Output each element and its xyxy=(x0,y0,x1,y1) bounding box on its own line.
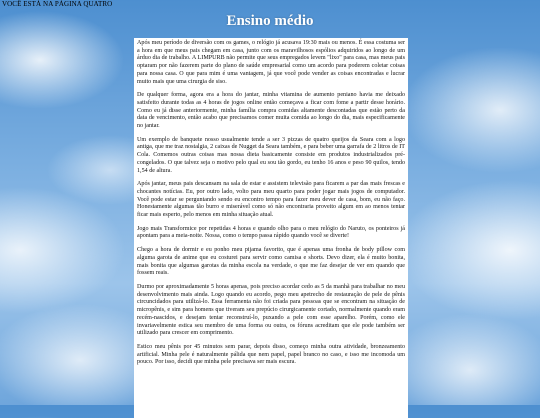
paragraph: Estico meu pênis por 45 minutos sem parar, depois disso, começo minha outra atividade, bronzeamento artificial. Minha pele é naturalmente pálida que nem papel, papel branco no caso, e isso me incomoda um pouco. Por isso, decidi que minha pele precisava ser mais escura. xyxy=(137,343,405,366)
paragraph: Jogo mais Transformice por repetidas 4 horas e quando olho para o meu relógio do Naruto, os ponteiros já apontam para a meia-noite. Nossa, como o tempo passa rápido quando você se diverte! xyxy=(137,225,405,240)
paragraph: Um exemplo de banquete nosso usualmente tende a ser 3 pizzas de quatro queijos da Seara com a logo antiga, que me traz nostalgia, 2 caixas de Nugget da Seara também, e para beber uma garrafa de 2 litros de IT Cola. Comemos outras coisas mas nossa dieta basicamente consiste em produtos industrializados pré-congelados. O que talvez seja o motivo pelo qual eu sou tão gordo, eu tenho 16 anos e peso 90 quilos, tendo 1,54 de altura. xyxy=(137,136,405,174)
page-title: Ensino médio xyxy=(226,13,314,29)
page-indicator: VOCÊ ESTÁ NA PÁGINA QUATRO xyxy=(2,0,113,8)
paragraph: De qualquer forma, agora era a hora do jantar, minha vitamina de aumento peniano havia me deixado satisfeito durante todas as 4 horas de jogos online então começava a ficar com fome a partir desse horário. Como eu já disse anteriormente, minha família compra comidas altamente descontadas que estão perto da data de vencimento, então acabo que precisamos comer muita comida ao longo do dia, mais especificamente no jantar. xyxy=(137,92,405,130)
paragraph: Durmo por aproximadamente 5 horas apenas, pois preciso acordar cedo as 5 da manhã para trabalhar no meu desenvolvimento mais ainda. Logo quando eu acordo, pego meu apetrecho de restauração de pele de pênis circuncidados para utilizá-lo. Essa ferramenta não foi criada para pessoas que se encontram na situação de micropênis, e sim para homens que tiveram seu prepúcio cirurgicamente cortado, normalmente quando eram recém-nascidos, e desejam tentar reconstruí-lo, puxando a pele com esse aparelho. Porém, como ele invariavelmente estica seu membro de uma forma ou outra, os fóruns acreditam que ele pode também ser utilizado para crescer em comprimento. xyxy=(137,283,405,337)
paragraph: Chego a hora de dormir e eu ponho meu pijama favorito, que é apenas uma fronha de body pillow com alguma garota de anime que eu costurei para servir como camisa e shorts. Devo dizer, ela é muito bonita, mais bonita que algumas garotas da minha escola na verdade, o que me faz desejar de ver em quando que fossem reais. xyxy=(137,247,405,277)
paragraph: Após meu período de diversão com os games, o relógio já acusava 19:30 mais ou menos. É essa costuma ser a hora em que meus pais chegam em casa, junto com os maravilhosos espólios adquiridos ao longo de um árduo dia de trabalho. A LIMPURB não permite que seus empregados levem "lixo" para casa, mas meus pais optaram por não fazerem parte do plano de saúde empresarial como um acordo para poderem coletar coisas para nossa casa. O que para mim é uma vantagem, já que você pode vender as coisas encontradas e lucrar muito mais que uma cirurgia de siso. xyxy=(137,40,405,85)
paragraph: Após jantar, meus pais descansam na sala de estar e assistem televisão para ficarem a par das mais frescas e chocantes notícias. Eu, por outro lado, volto para meu quarto para poder jogar mais jogos de computador. Você pode estar se perguntando sendo eu encontro tempo para fazer meu dever de casa, bom, eu não faço. Honestamente algumas tão burro e miserável como só não encontraria proveito algum em ao menos tentar ficar mais esperto, pelo menos em minha situação atual. xyxy=(137,181,405,219)
story-text-panel xyxy=(134,38,408,418)
